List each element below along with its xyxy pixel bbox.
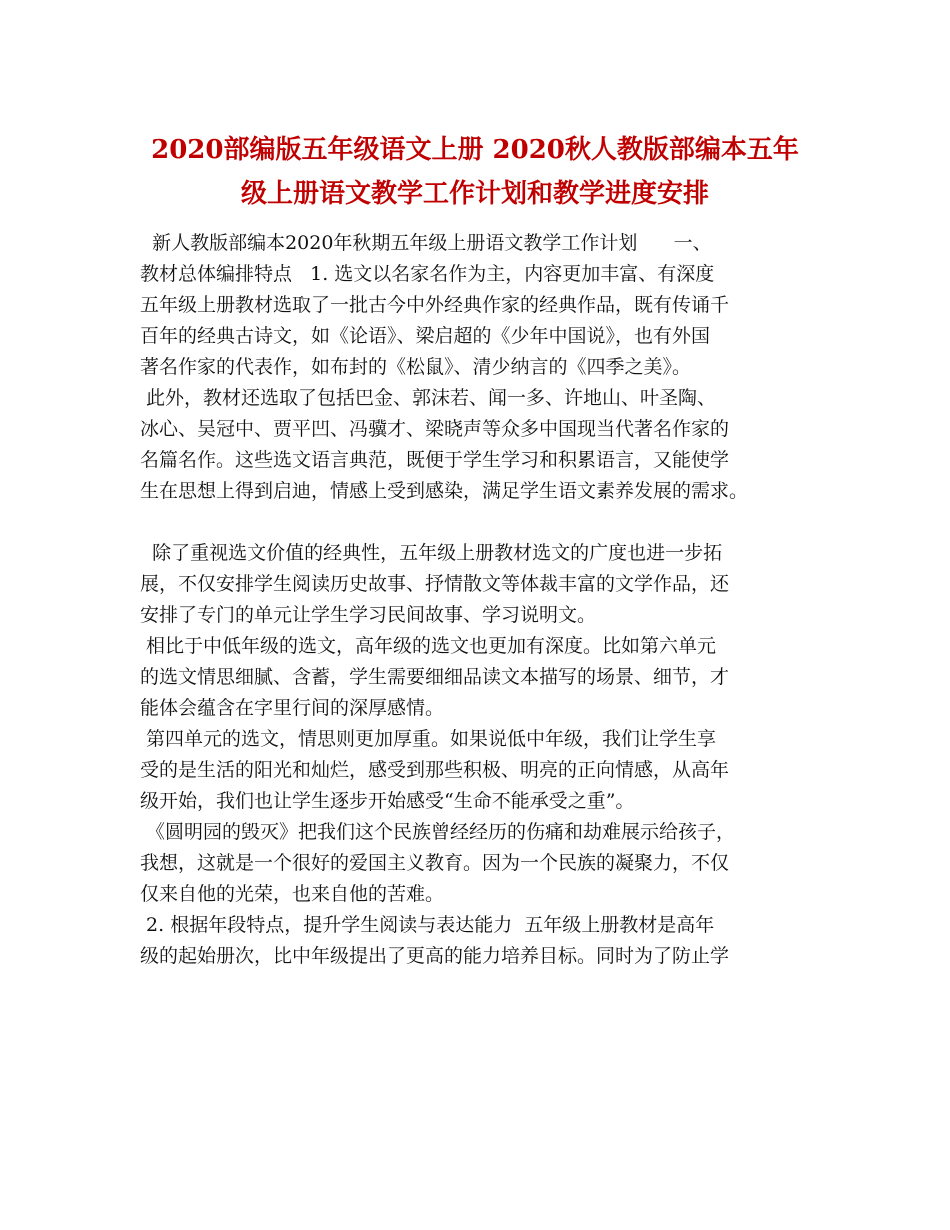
title-line-2: 级上册语文教学工作计划和教学进度安排	[240, 179, 709, 209]
blank-line	[140, 507, 830, 538]
body-line: 仅来自他的光荣，也来自他的苦难。	[140, 883, 445, 905]
body-line: 第四单元的选文，情思则更加厚重。如果说低中年级，我们让学生享	[140, 728, 717, 750]
document-body	[140, 228, 830, 972]
body-line: 的选文情思细腻、含蓄，学生需要细细品读文本描写的场景、细节，才	[140, 666, 730, 688]
body-line: 我想，这就是一个很好的爱国主义教育。因为一个民族的凝聚力，不仅	[140, 852, 730, 874]
body-line: 安排了专门的单元让学生学习民间故事、学习说明文。	[140, 604, 597, 626]
body-line: 级开始，我们也让学生逐步开始感受“生命不能承受之重”。	[140, 790, 635, 812]
body-line: 2. 根据年段特点，提升学生阅读与表达能力 五年级上册教材是高年	[140, 914, 715, 936]
body-line: 著名作家的代表作，如布封的《松鼠》、清少纳言的《四季之美》。	[140, 356, 692, 378]
body-line: 名篇名作。这些选文语言典范，既便于学生学习和积累语言，又能使学	[140, 449, 730, 471]
body-line: 受的是生活的阳光和灿烂，感受到那些积极、明亮的正向情感，从高年	[140, 759, 730, 781]
body-line: 教材总体编排特点 1. 选文以名家名作为主，内容更加丰富、有深度	[140, 263, 715, 285]
title-line-1: 2020部编版五年级语文上册 2020秋人教版部编本五年	[151, 135, 799, 165]
body-line: 展，不仅安排学生阅读历史故事、抒情散文等体裁丰富的文学作品，还	[140, 573, 730, 595]
body-line: 冰心、吴冠中、贾平凹、冯骥才、梁晓声等众多中国现当代著名作家的	[140, 418, 730, 440]
body-line: 相比于中低年级的选文，高年级的选文也更加有深度。比如第六单元	[140, 635, 717, 657]
body-line: 五年级上册教材选取了一批古今中外经典作家的经典作品，既有传诵千	[140, 294, 730, 316]
body-line: 《圆明园的毁灭》把我们这个民族曾经经历的伤痛和劫难展示给孩子，	[140, 821, 736, 843]
body-line: 百年的经典古诗文，如《论语》、梁启超的《少年中国说》，也有外国	[140, 325, 711, 347]
body-line: 生在思想上得到启迪，情感上受到感染，满足学生语文素养发展的需求。	[140, 480, 749, 502]
body-line: 除了重视选文价值的经典性，五年级上册教材选文的广度也进一步拓	[140, 542, 723, 564]
body-line: 级的起始册次，比中年级提出了更高的能力培养目标。同时为了防止学	[140, 945, 730, 967]
body-line: 此外，教材还选取了包括巴金、郭沫若、闻一多、许地山、叶圣陶、	[140, 387, 717, 409]
body-line: 能体会蕴含在字里行间的深厚感情。	[140, 697, 445, 719]
document-title	[100, 128, 850, 216]
body-line: 新人教版部编本2020年秋期五年级上册语文教学工作计划 一、	[140, 232, 712, 254]
